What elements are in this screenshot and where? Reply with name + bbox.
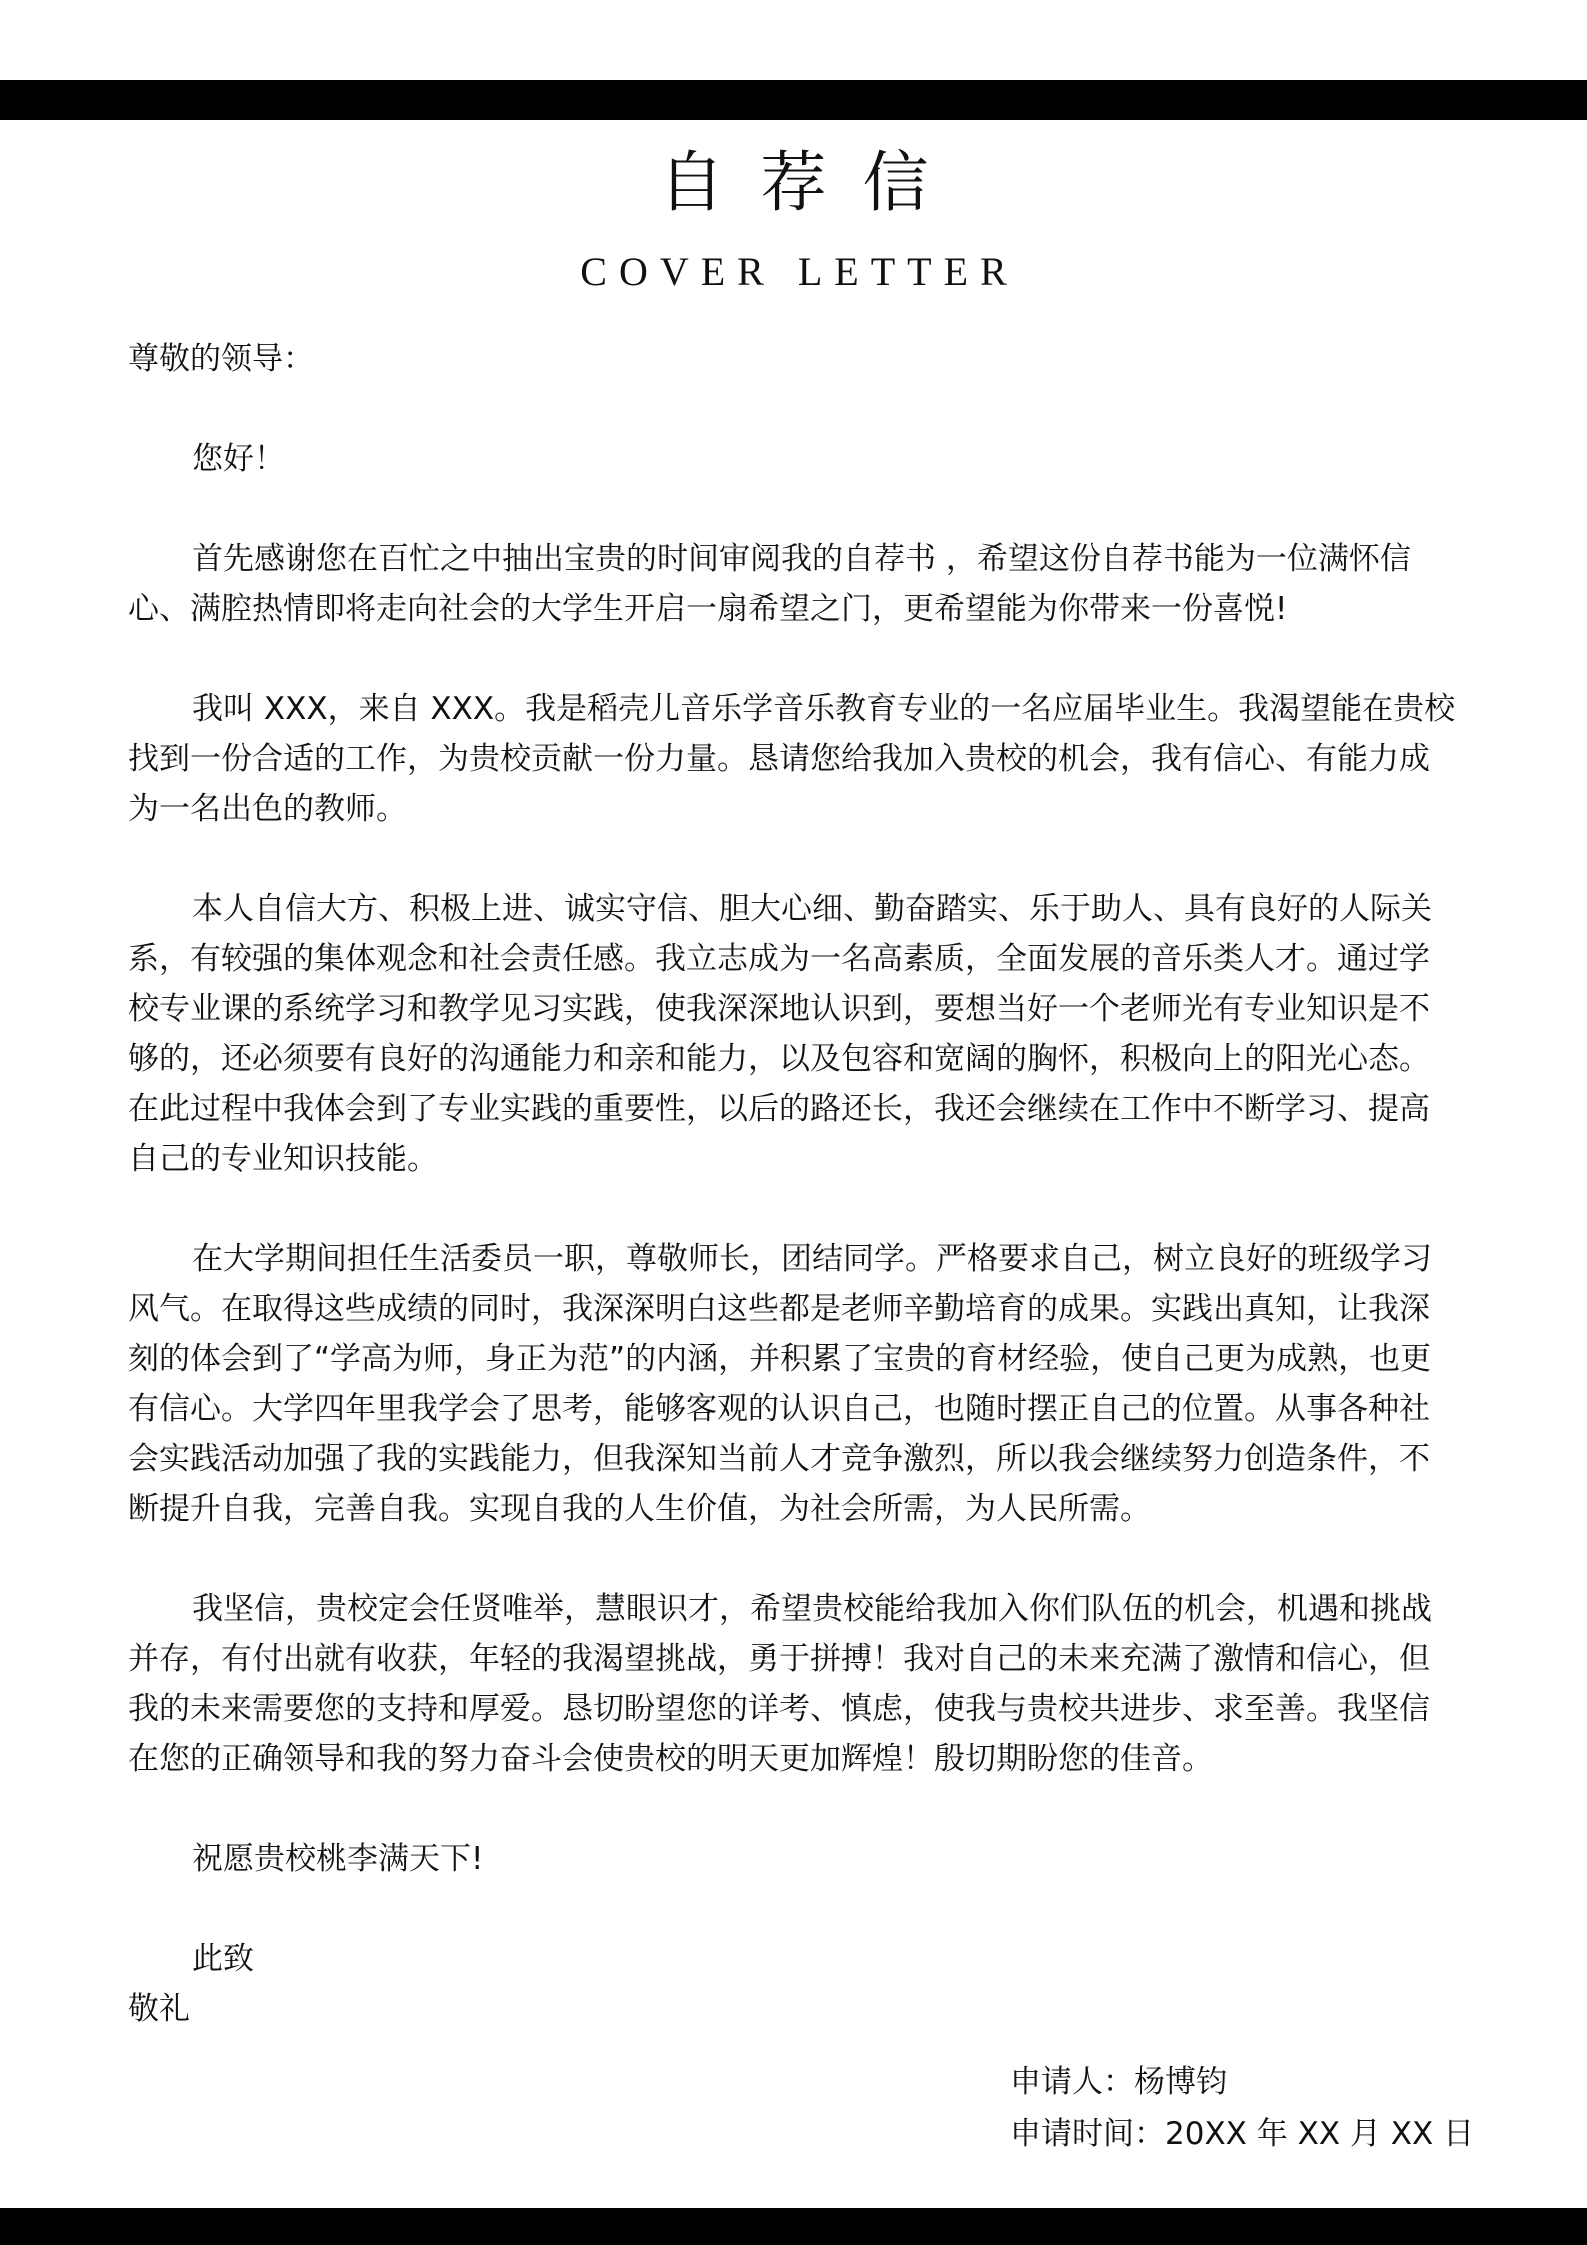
- paragraph-university-experience: 在大学期间担任生活委员一职，尊敬师长，团结同学。严格要求自己，树立良好的班级学习风气。在取得这些成绩的同时，我深深明白这些都是老师辛勤培育的成果。实践出真知，让我深刻的体会到了“学高为师，身正为范”的内涵，并积累了宝贵的育材经验，使自己更为成熟，也更有信心。大学四年里我学会了思考，能够客观的认识自己，也随时摆正自己的位置。从事各种社会实践活动加强了我的实践能力，但我深知当前人才竞争激烈，所以我会继续努力创造条件，不断提升自我，完善自我。实现自我的人生价值，为社会所需，为人民所需。: [128, 1241, 1432, 1527]
- greeting: 您好！: [192, 441, 285, 477]
- top-border-bar: [0, 80, 1587, 120]
- application-date: 申请时间：20XX 年 XX 月 XX 日: [1010, 2116, 1475, 2152]
- paragraph-intro: 首先感谢您在百忙之中抽出宝贵的时间审阅我的自荐书 ，希望这份自荐书能为一位满怀信心、满腔热情即将走向社会的大学生开启一扇希望之门，更希望能为你带来一份喜悦!: [128, 541, 1411, 627]
- page-subtitle: COVER LETTER: [580, 249, 1019, 294]
- closing-line-2: 敬礼: [128, 1991, 190, 2027]
- applicant-name: 申请人：杨博钧: [1010, 2064, 1227, 2100]
- bottom-border-bar: [0, 2208, 1587, 2245]
- paragraph-conclusion: 我坚信，贵校定会任贤唯举，慧眼识才，希望贵校能给我加入你们队伍的机会，机遇和挑战并存，有付出就有收获，年轻的我渴望挑战，勇于拼搏！我对自己的未来充满了激情和信心，但我的未来需要您的支持和厚爱。恳切盼望您的详考、慎虑，使我与贵校共进步、求至善。我坚信在您的正确领导和我的努力奋斗会使贵校的明天更加辉煌！殷切期盼您的佳音。: [128, 1591, 1432, 1777]
- salutation: 尊敬的领导：: [128, 341, 314, 377]
- closing-line-1: 此致: [192, 1941, 254, 1977]
- wish-line: 祝愿贵校桃李满天下!: [192, 1841, 484, 1877]
- page-title: 自荐信: [658, 144, 965, 221]
- paragraph-self-introduction: 我叫 XXX，来自 XXX。我是稻壳儿音乐学音乐教育专业的一名应届毕业生。我渴望能在贵校找到一份合适的工作，为贵校贡献一份力量。恳请您给我加入贵校的机会，我有信心、有能力成为一名出色的教师。: [128, 691, 1456, 827]
- paragraph-personal-qualities: 本人自信大方、积极上进、诚实守信、胆大心细、勤奋踏实、乐于助人、具有良好的人际关系，有较强的集体观念和社会责任感。我立志成为一名高素质，全面发展的音乐类人才。通过学校专业课的系统学习和教学见习实践，使我深深地认识到，要想当好一个老师光有专业知识是不够的，还必须要有良好的沟通能力和亲和能力，以及包容和宽阔的胸怀，积极向上的阳光心态。在此过程中我体会到了专业实践的重要性，以后的路还长，我还会继续在工作中不断学习、提高自己的专业知识技能。: [128, 891, 1432, 1177]
- letter-body: [128, 334, 1460, 2034]
- signature-block: [1010, 2056, 1474, 2160]
